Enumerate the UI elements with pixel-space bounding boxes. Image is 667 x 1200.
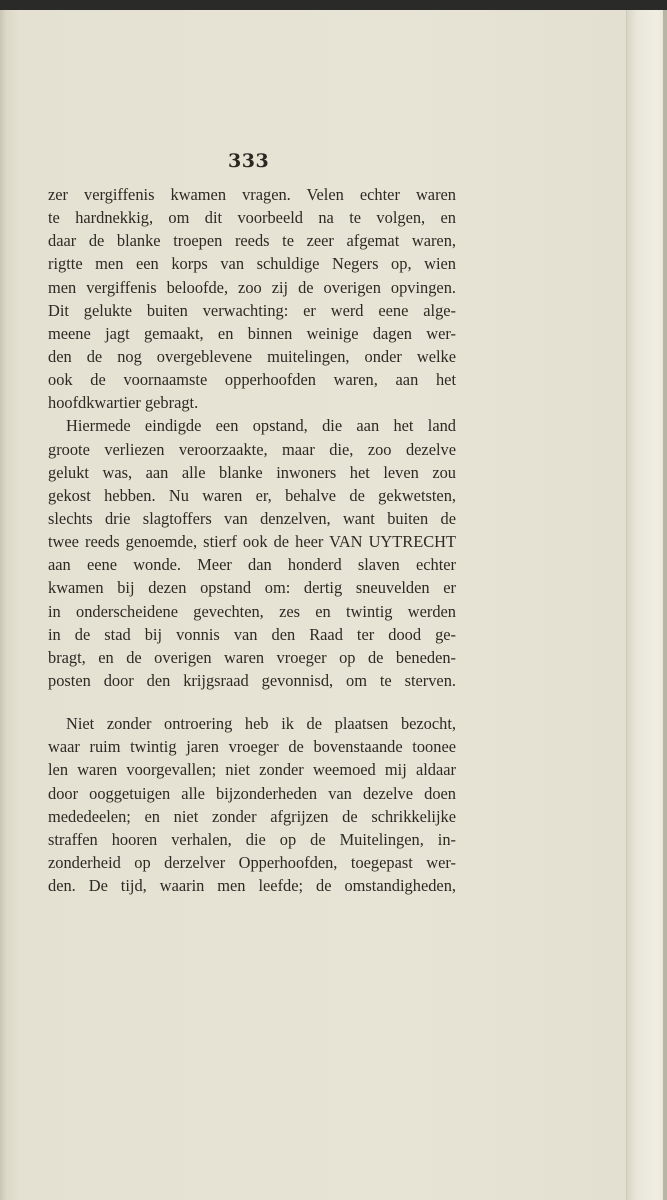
paragraph-gap: [48, 692, 456, 712]
text-line: in de stad bij vonnis van den Raad ter dood ge-: [48, 624, 456, 644]
text-line: aan eene wonde. Meer dan honderd slaven echter: [48, 555, 456, 575]
text-line: mededeelen; en niet zonder afgrijzen de schrikkelijke: [48, 806, 456, 826]
text-line: zonderheid op derzelver Opperhoofden, toegepast wer-: [48, 852, 456, 872]
page-edge: [626, 10, 667, 1200]
text-line: bragt, en de overigen waren vroeger op de beneden-: [48, 647, 456, 667]
text-line: Hiermede eindigde een opstand, die aan het land: [66, 416, 456, 436]
text-line: den. De tijd, waarin men leefde; de omstandigheden,: [48, 876, 456, 896]
text-line: daar de blanke troepen reeds te zeer afgemat waren,: [48, 231, 456, 251]
paragraph-3: [48, 712, 456, 897]
page-number: 333: [228, 150, 270, 172]
text-line: len waren voorgevallen; niet zonder weemoed mij aldaar: [48, 760, 456, 780]
text-line: gekost hebben. Nu waren er, behalve de gekwetsten,: [48, 485, 456, 505]
text-line: posten door den krijgsraad gevonnisd, om te sterven.: [48, 670, 456, 690]
scan-top-border: [0, 0, 667, 10]
text-line: slechts drie slagtoffers van denzelven, want buiten de: [48, 508, 456, 528]
text-line: kwamen bij dezen opstand om: dertig sneuvelden er: [48, 578, 456, 598]
text-line: straffen hooren verhalen, die op de Muitelingen, in-: [48, 829, 456, 849]
paragraph-2: [48, 414, 456, 692]
text-line: twee reeds genoemde, stierf ook de heer VAN UYTRECHT: [48, 532, 456, 552]
text-line: men vergiffenis beloofde, zoo zij de overigen opvingen.: [48, 277, 456, 297]
paragraph-1: [48, 183, 456, 414]
text-line: hoofdkwartier gebragt.: [48, 393, 199, 413]
text-line: gelukt was, aan alle blanke inwoners het leven zou: [48, 462, 456, 482]
text-line: ook de voornaamste opperhoofden waren, aan het: [48, 370, 456, 390]
text-line: te hardnekkig, om dit voorbeeld na te volgen, en: [48, 208, 456, 228]
text-line: den de nog overgeblevene muitelingen, onder welke: [48, 346, 456, 366]
text-line: rigtte men een korps van schuldige Negers op, wien: [48, 254, 456, 274]
text-line: door ooggetuigen alle bijzonderheden van dezelve doen: [48, 783, 456, 803]
text-line: waar ruim twintig jaren vroeger de bovenstaande toonee: [48, 737, 456, 757]
text-line: in onderscheidene gevechten, zes en twintig werden: [48, 601, 456, 621]
text-line: zer vergiffenis kwamen vragen. Velen echter waren: [48, 185, 456, 204]
body-text: [48, 183, 456, 897]
text-line: groote verliezen veroorzaakte, maar die, zoo dezelve: [48, 439, 456, 459]
page-edge-shadow: [663, 10, 667, 1200]
text-line: Dit gelukte buiten verwachting: er werd eene alge-: [48, 300, 456, 320]
text-line: Niet zonder ontroering heb ik de plaatsen bezocht,: [66, 714, 456, 734]
text-line: meene jagt gemaakt, en binnen weinige dagen wer-: [48, 323, 456, 343]
